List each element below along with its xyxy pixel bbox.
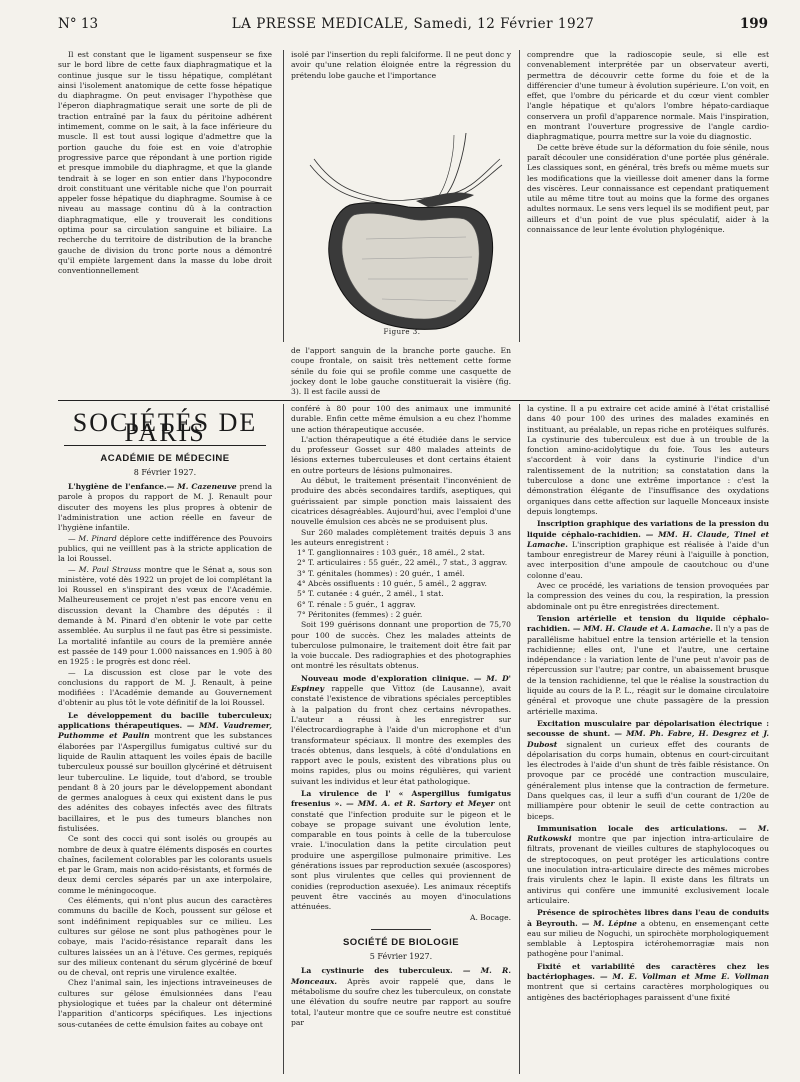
results-list xyxy=(291,548,511,620)
report-authors: — MM. H. Claude, Tinel et Lamache. xyxy=(527,529,770,549)
article-paragraph: De cette brève étude sur la déformation du foie sénile, nous paraît découler une considération d'une portée plus générale. Les classiques sont, en général, très brefs ou même muets sur les modifications que la vieillesse doit amener dans la forme des viscères. Leur connaissance est cependant pratiquement utile au même titre tout au moins que la forme des organes adultes normaux. Le sens vers lequel ils se modifient peut, par ailleurs et d'un point de vue plus spéculatif, aider à la connaissance de leur lente évolution phylogénique. xyxy=(527,142,769,235)
page-number: 199 xyxy=(739,16,768,32)
author-signature: A. Bocage. xyxy=(469,912,511,922)
report-text: — La discussion est close par le vote des conclusions du rapport de M. J. Renault, à peine modifiées : l'Académie demande au Gouvernement d'obtenir au plus tôt le vote définitif de la loi Roussel. xyxy=(58,667,272,708)
list-item: 3° T. génitales (hommes) : 20 guér., 1 amél. xyxy=(297,568,465,578)
report-text: Sur 260 malades complètement traités depuis 3 ans les auteurs enregistrent : xyxy=(291,527,511,547)
report-authors: — MM. A. et R. Sartory et Meyer xyxy=(341,799,495,809)
short-rule xyxy=(371,929,431,930)
article-col-2-bottom xyxy=(291,346,511,397)
article-paragraph: comprendre que la radioscopie seule, si elle est convenablement interprétée par un observateur averti, permettra de découvrir cette forme du foie et de la différencier d'une tumeur à évolution supérieure. L'on voit, en effet, que l'ombre du péricarde et du cœur vient combler l'angle hépatique et qu'alors l'ombre hépato-cardiaque conservera un profil d'apparence normale. Mais l'inspiration, en montrant l'ouverture progressive de l'angle cardio-diaphragmatique, pourra mettre sur la voie du diagnostic. xyxy=(527,50,769,142)
report-title: Immunisation locale des articulations. xyxy=(537,823,728,833)
report-authors: — M. Cazeneuve xyxy=(166,482,237,492)
report-authors: — MM. H. Claude et A. Lamache. xyxy=(570,624,713,634)
article-col-1 xyxy=(58,50,272,277)
report-text: L'action thérapeutique a été étudiée dans le service du professeur Gosset sur 480 malades atteints de lésions externes tuberculeuses et dont certains étaient en outre porteurs de lésions pulmonaires. xyxy=(291,434,511,475)
report-text: montre que par injection intra-articulaire de filtrats, provenant de vieilles cultures de staphylocoques ou de streptocoques, on peut protéger les articulations contre une inoculation intra-articulaire directe des mêmes microbes frais virulents chez le lapin. Il existe dans les filtrats un antivirus qui confère une immunité exclusivement locale articulaire. xyxy=(527,834,769,905)
report-text: montrent que si certains caractères morphologiques ou antigènes des bactériophages paraissent d'une fixité xyxy=(527,982,769,1002)
report-authors: — M. Rutkowski xyxy=(527,823,769,844)
report-text: rappelle que Vittoz (de Lausanne), avait constaté l'existence de vibrations spéciales perceptibles à la palpation du front chez certains névropathes. L'auteur a réussi à les enregistrer sur l'électrocardiographe à l'aide d'un microphone et d'un transformateur spéciaux. Il montre des exemples des tracés obtenus, dans lesquels, à côté d'ondulations en rapport avec le pouls, existent des vibrations plus ou moins rapides, plus ou moins régulières, qui varient suivant les individus et leur état pathologique. xyxy=(291,684,511,786)
report-text: Il n'y a pas de parallélisme habituel entre la tension artérielle et la tension rachidienne; elles ont, l'une et l'autre, une certaine indépendance : la variation lente de l'une peut n'avoir pas de répercussion sur l'autre; par contre, un abaissement brusque de la tension rachidienne, tel que le réalise la soustraction du liquide au cours de la P. L., réagit sur le domaine circulatoire général et provoque une chute passagère de la pression artérielle maxima. xyxy=(527,624,769,716)
report-text: Avec ce procédé, les variations de tension provoquées par la compression des veines du cou, la respiration, la pression abdominale ont pu être enregistrées directement. xyxy=(527,581,769,611)
societes-col-1 xyxy=(58,402,272,1030)
report-title: Tension artérielle et tension du liquide céphalo-rachidien. xyxy=(527,613,769,634)
societes-col-2 xyxy=(291,404,511,1028)
journal-title: LA PRESSE MEDICALE, Samedi, 12 Février 1927 xyxy=(231,16,595,32)
report-text: Chez l'animal sain, les injections intraveineuses de cultures sur gélose émulsionnées dans l'eau physiologique et tuées par la chaleur ont déterminé l'apparition d'anticorps spécifiques. Les injections sous-cutanées de cette émulsion faites au cobaye ont xyxy=(58,978,272,1029)
report-title: Fixité et variabilité des caractères chez les bactériophages. xyxy=(527,961,769,982)
article-paragraph: Il est constant que le ligament suspenseur se fixe sur le bord libre de cette faux diaphragmatique et la continue jusque sur le tissu hépatique, complétant ainsi l'isolement anatomique de cette fosse hépatique du diaphragme. On peut envisager l'hypothèse que l'éperon diaphragmatique serait une sorte de pli de traction entraîné par la faux du péritoine adhérent intimement, comme on le sait, à la face inférieure du muscle. Il est tout aussi logique d'admettre que la portion gauche du foie est en voie d'atrophie progressive parce que répondant à une portion rigide et presque immobile du diaphragme, et que la glande tendrait à se loger en son entier dans l'hypocondre droit constituant une véritable niche que l'on pourrait appeler fosse hépatique du diaphragme. Soumise à ce niveau au massage continu dû à la contraction diaphragmatique, elle y trouverait les conditions optima pour sa circulation sanguine et biliaire. La recherche du territoire de distribution de la branche gauche de division du tronc porte nous a démontré qu'il empiète largement dans la masse du lobe droit conventionnellement xyxy=(58,50,272,276)
report-text: la cystine. Il a pu extraire cet acide aminé à l'état cristallisé dans 40 pour 100 des urines des malades examinés en instituant, au préalable, un repas riche en protéiques sulfurés. La cystinurie des tuberculeux est due à un trouble de la fonction amino-acidolytique du foie. Tous les auteurs s'accordent à voir dans la cystinurie l'indice d'un ralentissement de la nutrition; sa constatation dans la tuberculose a donc une extrême importance : c'est la démonstration élégante de l'insuffisance des oxydations organiques dans cette affection sur laquelle Monceaux insiste depuis longtemps. xyxy=(527,404,769,516)
report-authors: — MM. Vaudremer, Puthomme et Paulin xyxy=(58,721,273,741)
page-header xyxy=(58,16,768,36)
article-col-2 xyxy=(291,50,511,81)
article-paragraph: de l'apport sanguin de la branche porte gauche. En coupe frontale, on saisit très nettement cette forme sénile du foie qui se profile comme une casquette de jockey dont le lobe gauche constituerait la visière (fig. 3). Il est facile aussi de xyxy=(291,346,511,397)
column-divider xyxy=(283,404,284,1074)
list-item: 1° T. ganglionnaires : 103 guér., 18 amél., 2 stat. xyxy=(297,548,485,558)
figure-caption: Figure 3. xyxy=(383,328,421,336)
liver-section-figure xyxy=(296,129,508,345)
biologie-heading: SOCIÉTÉ DE BIOLOGIE xyxy=(342,936,460,948)
column-divider xyxy=(519,404,520,1074)
academie-date: 8 Février 1927. xyxy=(133,467,197,477)
report-title: Le développement du bacille tuberculeux; applications thérapeutiques. xyxy=(58,710,272,731)
report-text: Après avoir rappelé que, dans le métabolisme du soufre chez les tuberculeux, on constate une élévation du soufre neutre par rapport au soufre total, l'auteur montre que ce soufre neutre est constitué par xyxy=(291,976,511,1027)
list-item: 5° T. cutanée : 4 guér., 2 amél., 1 stat. xyxy=(297,589,444,599)
article-col-3 xyxy=(527,50,769,235)
section-title: SOCIÉTÉS DE PARIS xyxy=(72,408,258,448)
report-text: montre que le Sénat a, sous son ministère, voté dès 1922 un projet de loi complétant la loi Roussel en s'inspirant des vœux de l'Académie. Malheureusement ce projet n'est pas encore venu en discussion devant la Chambre des députés : il demande à M. Pinard d'en obtenir le vote par cette assemblée. Au surplus il ne faut pas être si pessimiste. La mortalité infantile au cours de la première année est passée de 149 pour 1.000 naissances en 1.905 à 80 en 1925 : le progrès est donc réel. xyxy=(58,564,272,667)
report-text: montrent que les substances élaborées par l'Aspergillus fumigatus cultivé sur du liquide de Raulin attaquent les voiles épais de bacille tuberculeux poussé sur bouillon glycériné et détruisent leur tuberculine. Le liquide, tout d'abord, se trouble pendant 8 à 20 jours par le développement abondant de germes analogues à ceux qui existent dans le pus des adénites des cobayes infectés avec des filtrats bacillaires, et le pus des tumeurs blanches non fistulisées. xyxy=(58,731,272,833)
report-text: conféré à 80 pour 100 des animaux une immunité durable. Enfin cette même émulsion a eu chez l'homme une action thérapeutique accusée. xyxy=(291,404,511,434)
article-paragraph: isolé par l'insertion du repli falciforme. Il ne peut donc y avoir qu'une relation éloignée entre la régression du prétendu lobe gauche et l'importance xyxy=(291,50,511,80)
report-authors: — M. Paul Strauss xyxy=(68,564,142,574)
report-text: Soit 199 guérisons donnant une proportion de 75,70 pour 100 de succès. Chez les malades atteints de tuberculose pulmonaire, le traitement doit être fait par la voie buccale. Des radiographies et des photographies ont montré les résultats obtenus. xyxy=(291,620,511,671)
academie-heading: ACADÉMIE DE MÉDECINE xyxy=(100,452,230,464)
report-text: Ces éléments, qui n'ont plus aucun des caractères communs du bacille de Koch, poussent sur gélose et sont indéfiniment repiquables sur ce milieu. Les cultures sur gélose ne sont plus pathogènes pour le cobaye, mais l'acido-résistance reparaît dans les cultures laissées un an à l'étuve. Ces germes, repiqués sur des milieux contenant du sérum glycériné de bœuf ou de cheval, ont repris une virulence exaltée. xyxy=(58,896,272,978)
report-authors: — M. D' Espiney xyxy=(291,673,511,694)
list-item: 7° Péritonites (femmes) : 2 guér. xyxy=(297,609,423,619)
report-authors: — M. E. Vollman et Mme E. Vollman xyxy=(594,972,769,982)
report-title: L'hygiène de l'enfance. xyxy=(68,482,167,492)
report-title: Inscription graphique des variations de la pression du liquide céphalo-rachidien. xyxy=(527,519,769,539)
report-text: Au début, le traitement présentait l'inconvénient de produire des abcès secondaires tardifs, aseptiques, qui guérissaient par simple ponction mais laissaient des cicatrices désagréables. Aujourd'hui, avec l'emploi d'une nouvelle émulsion ces abcès ne se produisent plus. xyxy=(291,476,511,527)
issue-number: N° 13 xyxy=(58,16,99,32)
report-text: prend la parole à propos du rapport de M. J. Renault pour discuter des moyens les plus propres à obtenir de l'administration une action réelle en faveur de l'hygiène infantile. xyxy=(58,482,272,533)
report-authors: — M. Lépine xyxy=(577,918,637,928)
biologie-date: 5 Février 1927. xyxy=(369,952,433,962)
report-text: L'inscription graphique est réalisée à l'aide d'un tambour enregistreur de Marey réuni à l'aiguille à ponction, avec interposition d'une ampoule de caoutchouc ou d'une colonne d'eau. xyxy=(527,539,769,580)
report-authors: — MM. Ph. Fabre, H. Desgrez et J. Dubost xyxy=(527,729,769,749)
report-text: ont constaté que l'infection produite sur le pigeon et le cobaye se propage suivant une évolution lente, comparable en tous points à celle de la tuberculose vraie. L'inoculation dans la petite circulation peut produire une aspergillose pulmonaire primitive. Les générations issues par reproduction sexuée (ascospores) sont plus virulentes que celles qui proviennent de conidies (reproduction asexuée). Les animaux réceptifs peuvent être vaccinés au moyen d'inoculations atténuées. xyxy=(291,799,511,912)
section-separator xyxy=(58,400,770,401)
report-authors: — M. Pinard xyxy=(68,533,117,543)
report-title: La virulence de l' « Aspergillus fumigatus fresenius ». xyxy=(291,788,511,809)
list-item: 4° Abcès ossifluents : 10 guér., 5 amél., 2 aggrav. xyxy=(297,579,487,589)
column-divider xyxy=(283,50,284,342)
list-item: 2° T. articulaires : 55 guér., 22 amél., 7 stat., 3 aggrav. xyxy=(297,558,508,568)
list-item: 6° T. rénale : 5 guér., 1 aggrav. xyxy=(297,599,416,609)
column-divider xyxy=(519,50,520,342)
report-authors: — M. R. Monceaux. xyxy=(291,966,512,986)
report-title: Excitation musculaire par dépolarisation électrique : secousse de shunt. xyxy=(527,718,769,739)
report-text: a obtenu, en ensemençant cette eau sur milieu de Noguchi, un spirochète morphologiquement semblable à Leptospira ictérohemorragiæ mais non pathogène pour l'animal. xyxy=(527,918,769,959)
report-title: La cystinurie des tuberculeux. xyxy=(301,966,453,976)
report-text: déplore cette indifférence des Pouvoirs publics, qui ne veilllent pas à la stricte application de la loi Roussel. xyxy=(58,533,272,564)
report-text: signalent un curieux effet des courants de dépolarisation du corps humain, obtenus en court-circuitant les électrodes à l'aide d'un shunt de très faible résistance. On provoque par ce procédé une contraction musculaire, généralement plus intense que la contraction de fermeture. Dans quelques cas, il leur a suffi d'un courant de 1/20e de milliampère pour obtenir le seuil de cette contraction au biceps. xyxy=(527,739,769,821)
report-text: Ce sont des cocci qui sont isolés ou groupés au nombre de deux à quatre éléments disposés en courtes chaînes, facilement colorables par les colorants usuels et par le Gram, mais non acido-résistants, et formés de deux demi cercles séparés par un axe interpolaire, comme le méningocoque. xyxy=(58,834,272,895)
report-title: Présence de spirochètes libres dans l'eau de conduits à Beyrouth. xyxy=(527,908,769,928)
societes-col-3 xyxy=(527,404,769,1003)
report-title: Nouveau mode d'exploration clinique. xyxy=(301,673,470,683)
